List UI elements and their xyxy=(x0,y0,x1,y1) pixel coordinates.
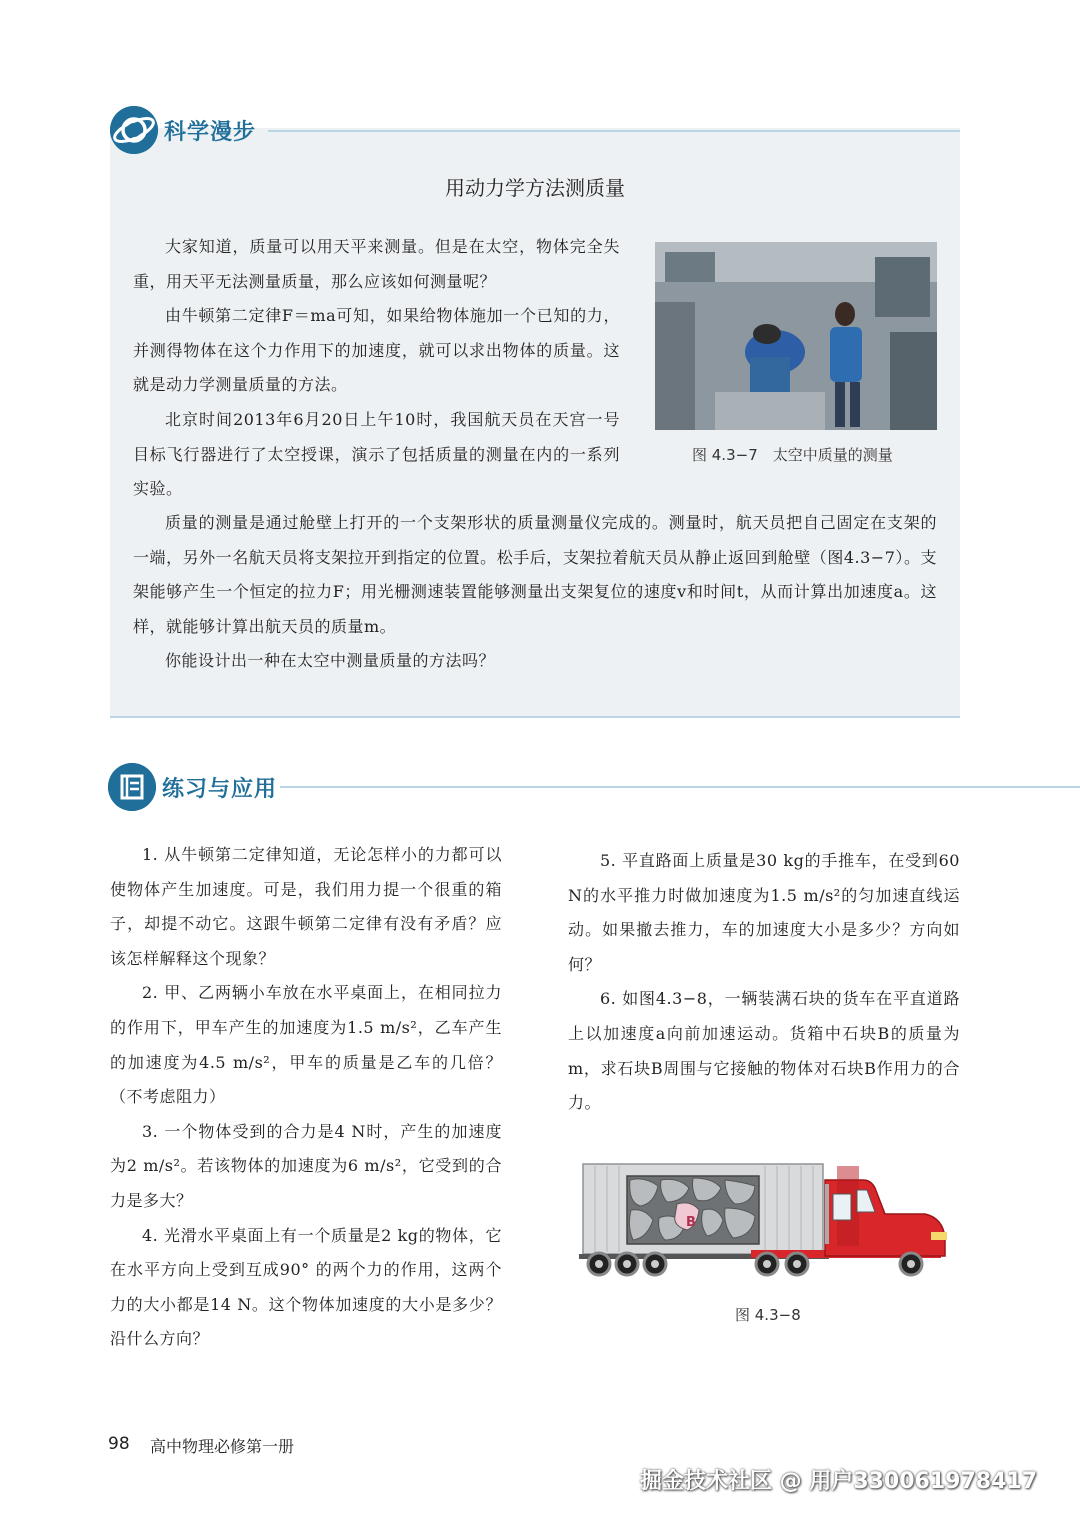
page-number: 98 xyxy=(108,1434,130,1454)
science-box-bottom-rule xyxy=(110,716,960,718)
stone-b-label: B xyxy=(686,1215,696,1230)
watermark: 掘金技术社区 @ 用户3300619784​17 xyxy=(640,1469,1038,1494)
exercise-item: 3. 一个物体受到的合力是4 N时，产生的加速度为2 m/s²。若该物体的加速度为6 m/s²，它受到的合力是多大？ xyxy=(110,1121,502,1210)
figure-4-3-8-caption: 图 4.3−8 xyxy=(735,1306,801,1324)
exercise-section-title: 练习与应用 xyxy=(162,776,278,802)
exercise-left-column xyxy=(110,838,502,1357)
article-body xyxy=(133,506,937,679)
space-station-photo xyxy=(655,242,937,430)
article-paragraph: 质量的测量是通过舱壁上打开的一个支架形状的质量测量仪完成的。测量时，航天员把自己固定在支架的一端，另外一名航天员将支架拉开到指定的位置。松手后，支架拉着航天员从静止返回到舱壁（图4.3−7）。支架能够产生一个恒定的拉力F；用光栅测速装置能够测量出支架复位的速度v和时间t，从而计算出加速度a。这样，就能够计算出航天员的质量m。 xyxy=(133,513,937,636)
exercise-head-rule xyxy=(280,786,1080,788)
article-paragraph: 由牛顿第二定律F＝ma可知，如果给物体施加一个已知的力，并测得物体在这个力作用下的加速度，就可以求出物体的质量。这就是动力学测量质量的方法。 xyxy=(133,306,620,395)
article-title: 用动力学方法测质量 xyxy=(445,176,625,200)
article-paragraph: 你能设计出一种在太空中测量质量的方法吗？ xyxy=(165,651,496,671)
science-section-title: 科学漫步 xyxy=(164,119,257,145)
article-paragraph: 大家知道，质量可以用天平来测量。但是在太空，物体完全失重，用天平无法测量质量，那么应该如何测量呢？ xyxy=(133,237,620,291)
article-intro xyxy=(133,230,620,507)
science-section-header xyxy=(110,106,256,154)
science-head-rule xyxy=(268,130,960,132)
exercise-item: 6. 如图4.3−8，一辆装满石块的货车在平直道路上以加速度a向前加速运动。货箱中石块B的质量为m，求石块B周围与它接触的物体对石块B作用力的合力。 xyxy=(568,989,960,1113)
exercise-item: 2. 甲、乙两辆小车放在水平桌面上，在相同拉力的作用下，甲车产生的加速度为1.5 m/s²，乙车产生的加速度为4.5 m/s²，甲车的质量是乙车的几倍？（不考虑阻力） xyxy=(110,983,502,1107)
figure-4-3-7-caption: 图 4.3−7 太空中质量的测量 xyxy=(692,446,893,464)
book-title: 高中物理必修第一册 xyxy=(150,1437,295,1456)
exercise-item: 5. 平直路面上质量是30 kg的手推车，在受到60 N的水平推力时做加速度为1.5 m/s²的匀加速直线运动。如果撤去推力，车的加速度大小是多少？方向如何？ xyxy=(568,851,960,974)
truck-illustration xyxy=(575,1160,960,1285)
exercise-item: 4. 光滑水平桌面上有一个质量是2 kg的物体，它在水平方向上受到互成90° 的两个力的作用，这两个力的大小都是14 N。这个物体加速度的大小是多少？沿什么方向？ xyxy=(110,1225,502,1349)
exercise-item: 1. 从牛顿第二定律知道，无论怎样小的力都可以使物体产生加速度。可是，我们用力提一个很重的箱子，却提不动它。这跟牛顿第二定律有没有矛盾？应该怎样解释这个现象？ xyxy=(110,845,502,968)
article-paragraph: 北京时间2013年6月20日上午10时，我国航天员在天宫一号目标飞行器进行了太空授课，演示了包括质量的测量在内的一系列实验。 xyxy=(133,409,620,499)
exercise-section-header xyxy=(108,763,277,811)
planet-orbit-icon xyxy=(110,106,158,154)
exercise-right-column xyxy=(568,844,960,1121)
notebook-icon xyxy=(108,763,156,811)
